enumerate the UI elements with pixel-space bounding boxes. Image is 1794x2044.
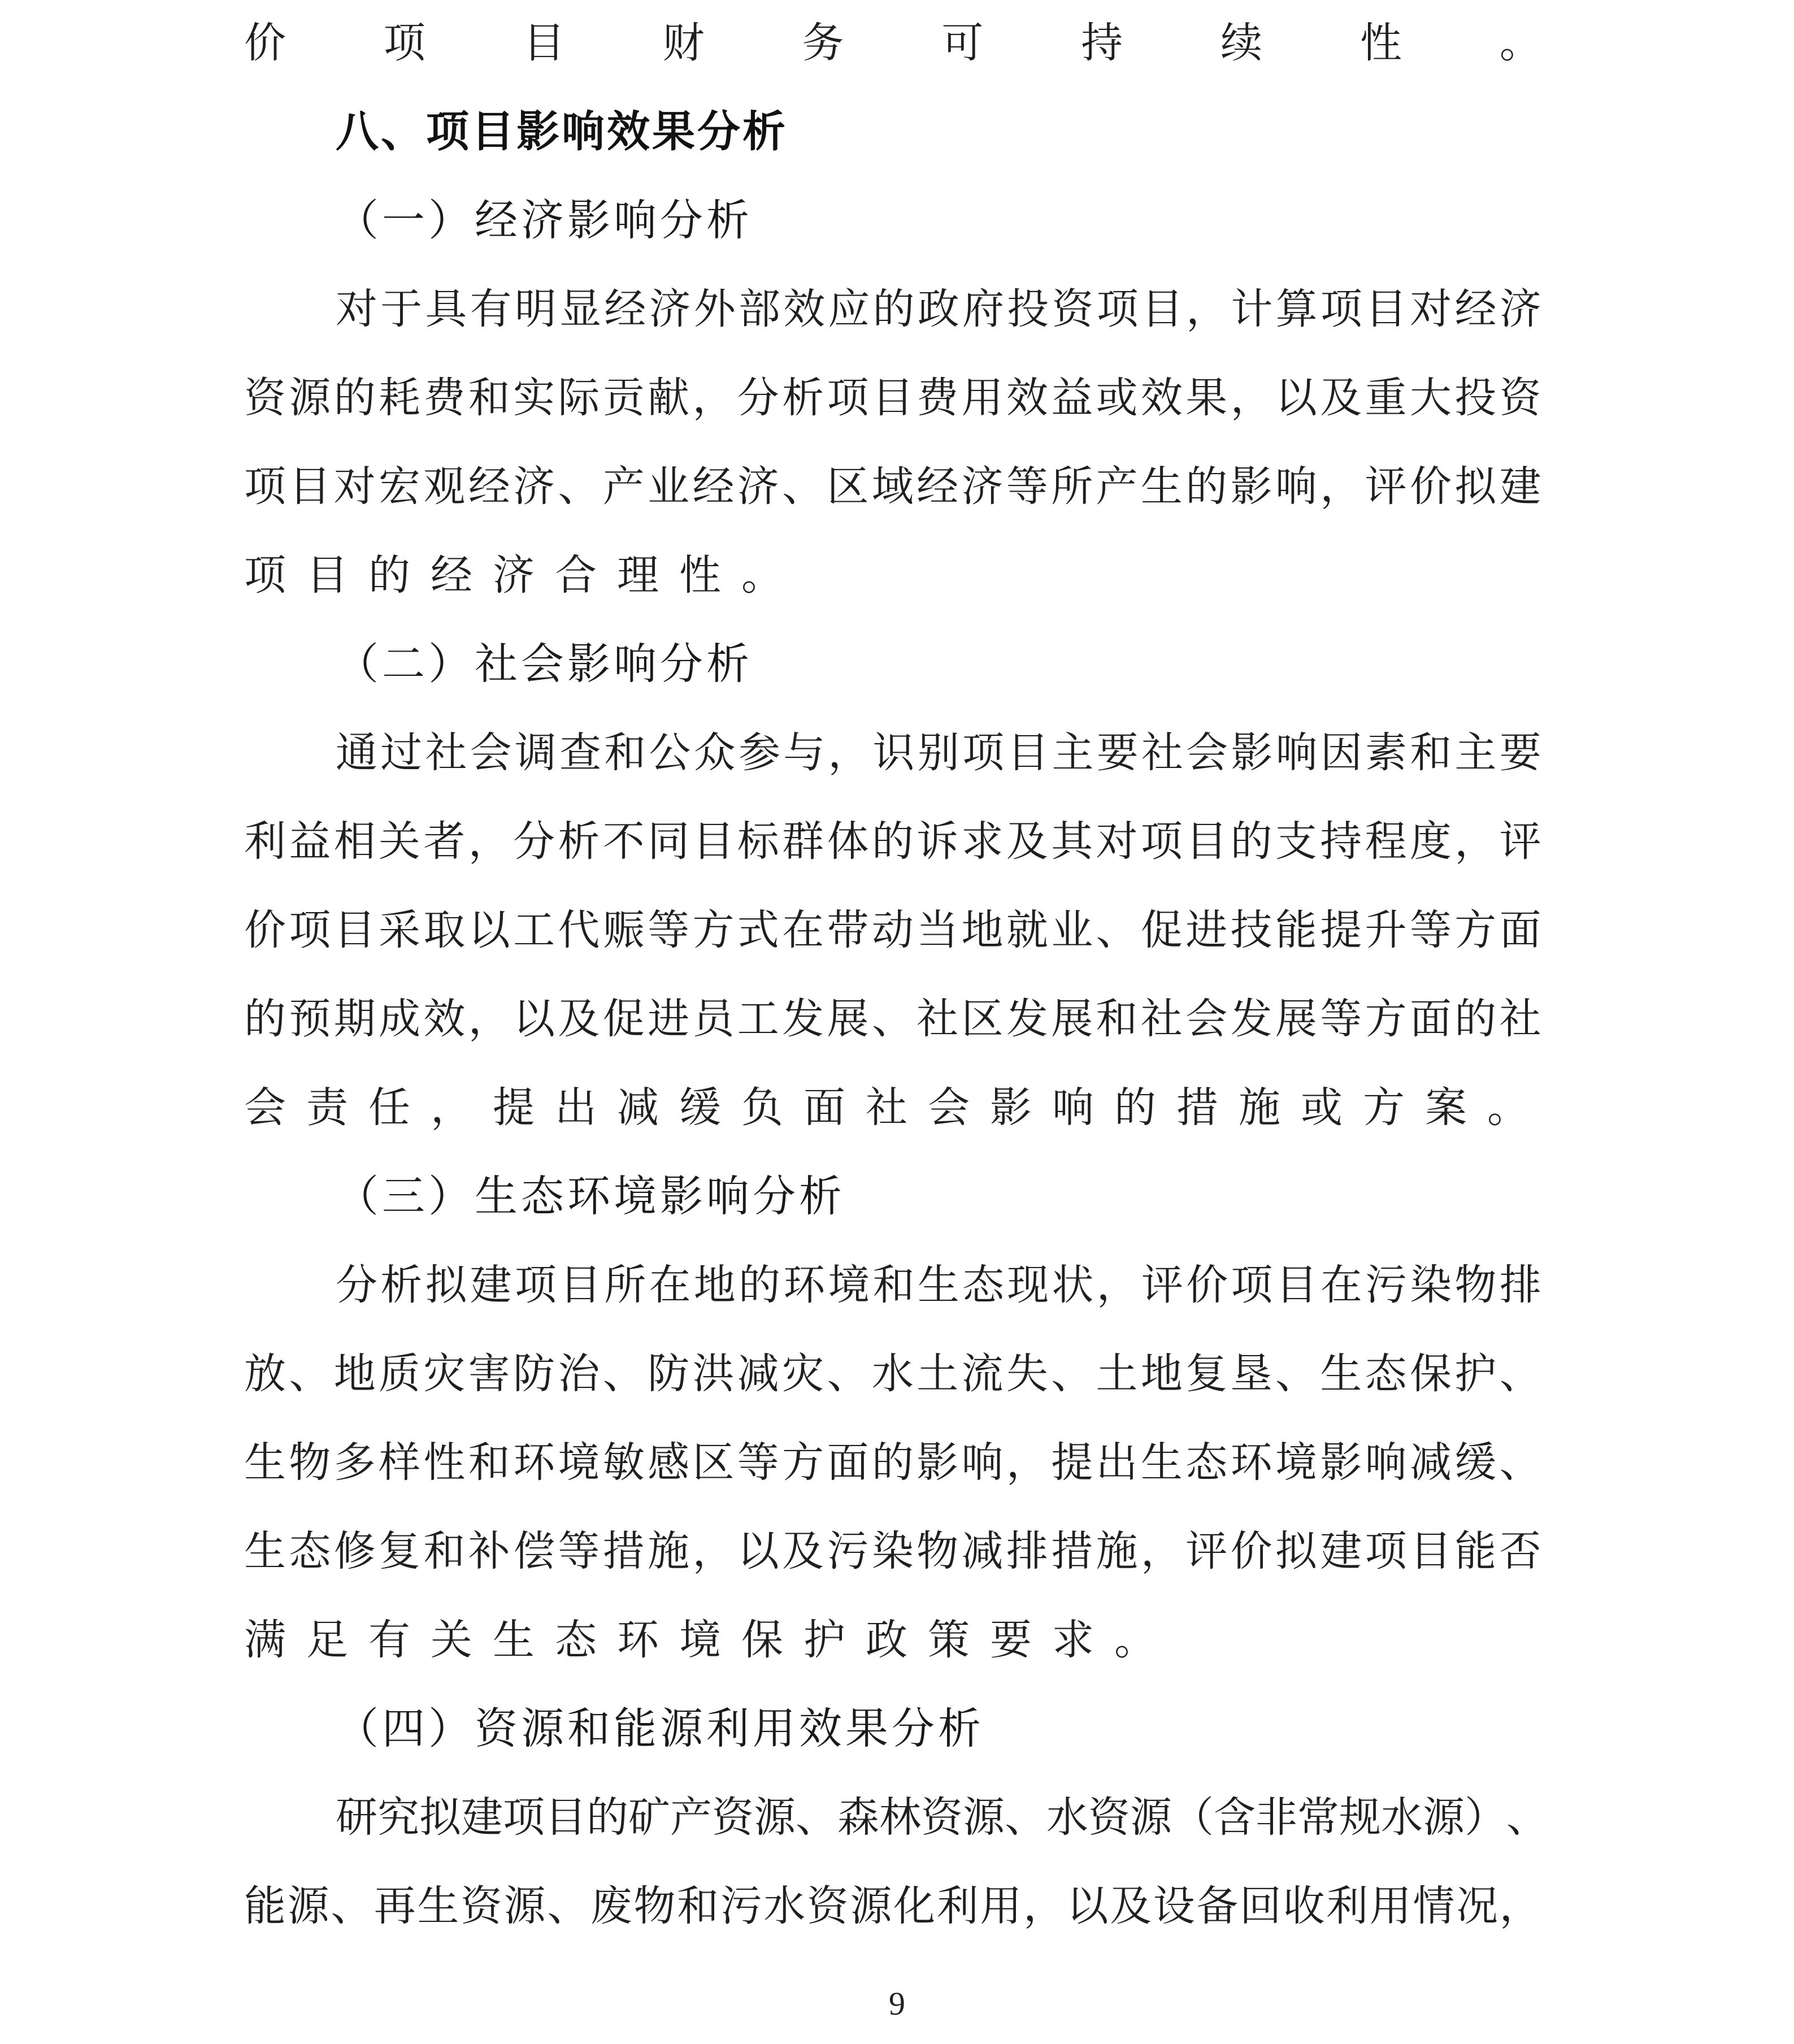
subsection-heading: （三）生态环境影响分析: [336, 1171, 845, 1221]
paragraph-line: 生 物 多 样 性 和 环 境 敏 感 区 等 方 面 的 影 响 ， 提 出 生 态 环 境 影 响 减 缓 、: [244, 1438, 1541, 1487]
page-number: 9: [889, 1985, 905, 2022]
paragraph-line: 能 源 、 再 生 资 源 、 废 物 和 污 水 资 源 化 利 用 ， 以 及 设 备 回 收 利 用 情 况 ，: [244, 1882, 1541, 1930]
paragraph-line: 价 项 目 财 务 可 持 续 性 。: [244, 19, 1541, 67]
paragraph-line: 生 态 修 复 和 补 偿 等 措 施 ， 以 及 污 染 物 减 排 措 施 ， 评 价 拟 建 项 目 能 否: [244, 1527, 1541, 1576]
subsection-heading: （二）社会影响分析: [336, 639, 753, 689]
subsection-heading: （一）经济影响分析: [336, 195, 753, 245]
paragraph-line: 放 、 地 质 灾 害 防 治 、 防 洪 减 灾 、 水 土 流 失 、 土 地 复 垦 、 生 态 保 护 、: [244, 1349, 1541, 1398]
paragraph-line: 利 益 相 关 者 ， 分 析 不 同 目 标 群 体 的 诉 求 及 其 对 项 目 的 支 持 程 度 ， 评: [244, 817, 1541, 866]
paragraph-line: 项目的经济合理性。: [244, 551, 803, 600]
paragraph-line: 分 析 拟 建 项 目 所 在 地 的 环 境 和 生 态 现 状 ， 评 价 项 目 在 污 染 物 排: [336, 1261, 1541, 1309]
section-heading: 八、项目影响效果分析: [336, 106, 788, 157]
paragraph-line: 满足有关生态环境保护政策要求。: [244, 1616, 1176, 1664]
paragraph-line: 的 预 期 成 效 ， 以 及 促 进 员 工 发 展 、 社 区 发 展 和 社 会 发 展 等 方 面 的 社: [244, 995, 1541, 1043]
paragraph-line: 对 于 具 有 明 显 经 济 外 部 效 应 的 政 府 投 资 项 目 ， 计 算 项 目 对 经 济: [336, 285, 1541, 333]
paragraph-line: 项 目 对 宏 观 经 济 、 产 业 经 济 、 区 域 经 济 等 所 产 生 的 影 响 ， 评 价 拟 建: [244, 462, 1541, 511]
paragraph-line: 会责任，提出减缓负面社会影响的措施或方案。: [244, 1083, 1549, 1132]
paragraph-line: 资 源 的 耗 费 和 实 际 贡 献 ， 分 析 项 目 费 用 效 益 或 效 果 ， 以 及 重 大 投 资: [244, 374, 1541, 422]
subsection-heading: （四）资源和能源利用效果分析: [336, 1703, 984, 1754]
paragraph-line: 通 过 社 会 调 查 和 公 众 参 与 ， 识 别 项 目 主 要 社 会 影 响 因 素 和 主 要: [336, 728, 1541, 777]
paragraph-line: 价 项 目 采 取 以 工 代 赈 等 方 式 在 带 动 当 地 就 业 、 促 进 技 能 提 升 等 方 面: [244, 906, 1541, 954]
paragraph-line: 研 究 拟 建 项 目 的 矿 产 资 源 、 森 林 资 源 、 水 资 源 （ 含 非 常 规 水 源 ） 、: [336, 1793, 1548, 1842]
